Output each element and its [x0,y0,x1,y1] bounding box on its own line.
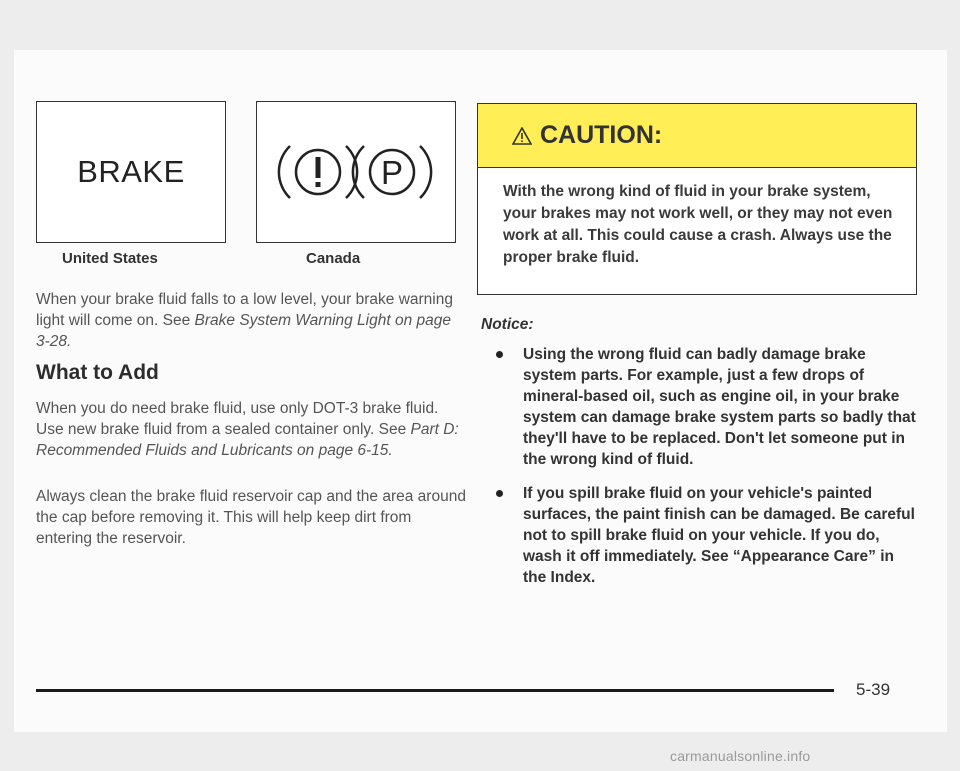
svg-text:P: P [380,154,404,191]
paragraph-text: When you do need brake fluid, use only DOT-3 brake fluid. Use new brake fluid from a sealed container only. See [36,400,439,438]
low-fluid-paragraph [36,289,466,352]
reservoir-paragraph: Always clean the brake fluid reservoir cap and the area around the cap before removing it. This will help keep dirt from entering the reservoir. [36,488,466,547]
brake-indicator-canada [256,101,456,243]
page-number: 5-39 [856,680,891,699]
caution-text: With the wrong kind of fluid in your brake system, your brakes may not work well, or they may not even work at all. This could cause a crash. Always use the proper brake fluid. [503,183,893,266]
list-item-text: If you spill brake fluid on your vehicle's painted surfaces, the paint finish can be damaged. Be careful not to spill brake fluid on your vehicle. If you do, wash it off immediately. See “Appearance Care” in the Index. [523,485,915,586]
warning-triangle-icon [512,127,532,145]
bullet-icon [496,351,503,358]
caution-title: CAUTION: [540,121,663,149]
section-heading: What to Add [36,361,159,384]
indicator-label-canada: Canada [306,250,361,267]
brake-indicator-us [36,101,226,243]
caution-header [478,104,916,168]
fluid-type-paragraph [36,398,466,461]
footer-rule [36,689,834,692]
notice-label: Notice: [481,316,534,333]
watermark-text: carmanualsonline.info [670,748,811,764]
brake-warning-text: BRAKE [77,154,185,189]
brake-parking-icon [266,132,446,212]
bullet-icon [496,490,503,497]
list-item [496,344,921,470]
notice-list [496,344,921,601]
paragraph-text: When your brake fluid falls to a low level, your brake warning light will come on. See [36,291,453,329]
cross-reference-link[interactable]: Part D: Recommended Fluids and Lubricants on page 6-15. [36,421,459,459]
cross-reference-link[interactable]: Brake System Warning Light on page 3-28. [36,312,452,350]
indicator-label-us: United States [62,250,158,267]
list-item [496,483,921,588]
caution-box [477,103,917,295]
list-item-text: Using the wrong fluid can badly damage brake system parts. For example, just a few drops of mineral-based oil, such as engine oil, in your brake system can damage brake system parts so badly that they'll have to be replaced. Don't let someone put in the wrong kind of fluid. [523,346,916,468]
